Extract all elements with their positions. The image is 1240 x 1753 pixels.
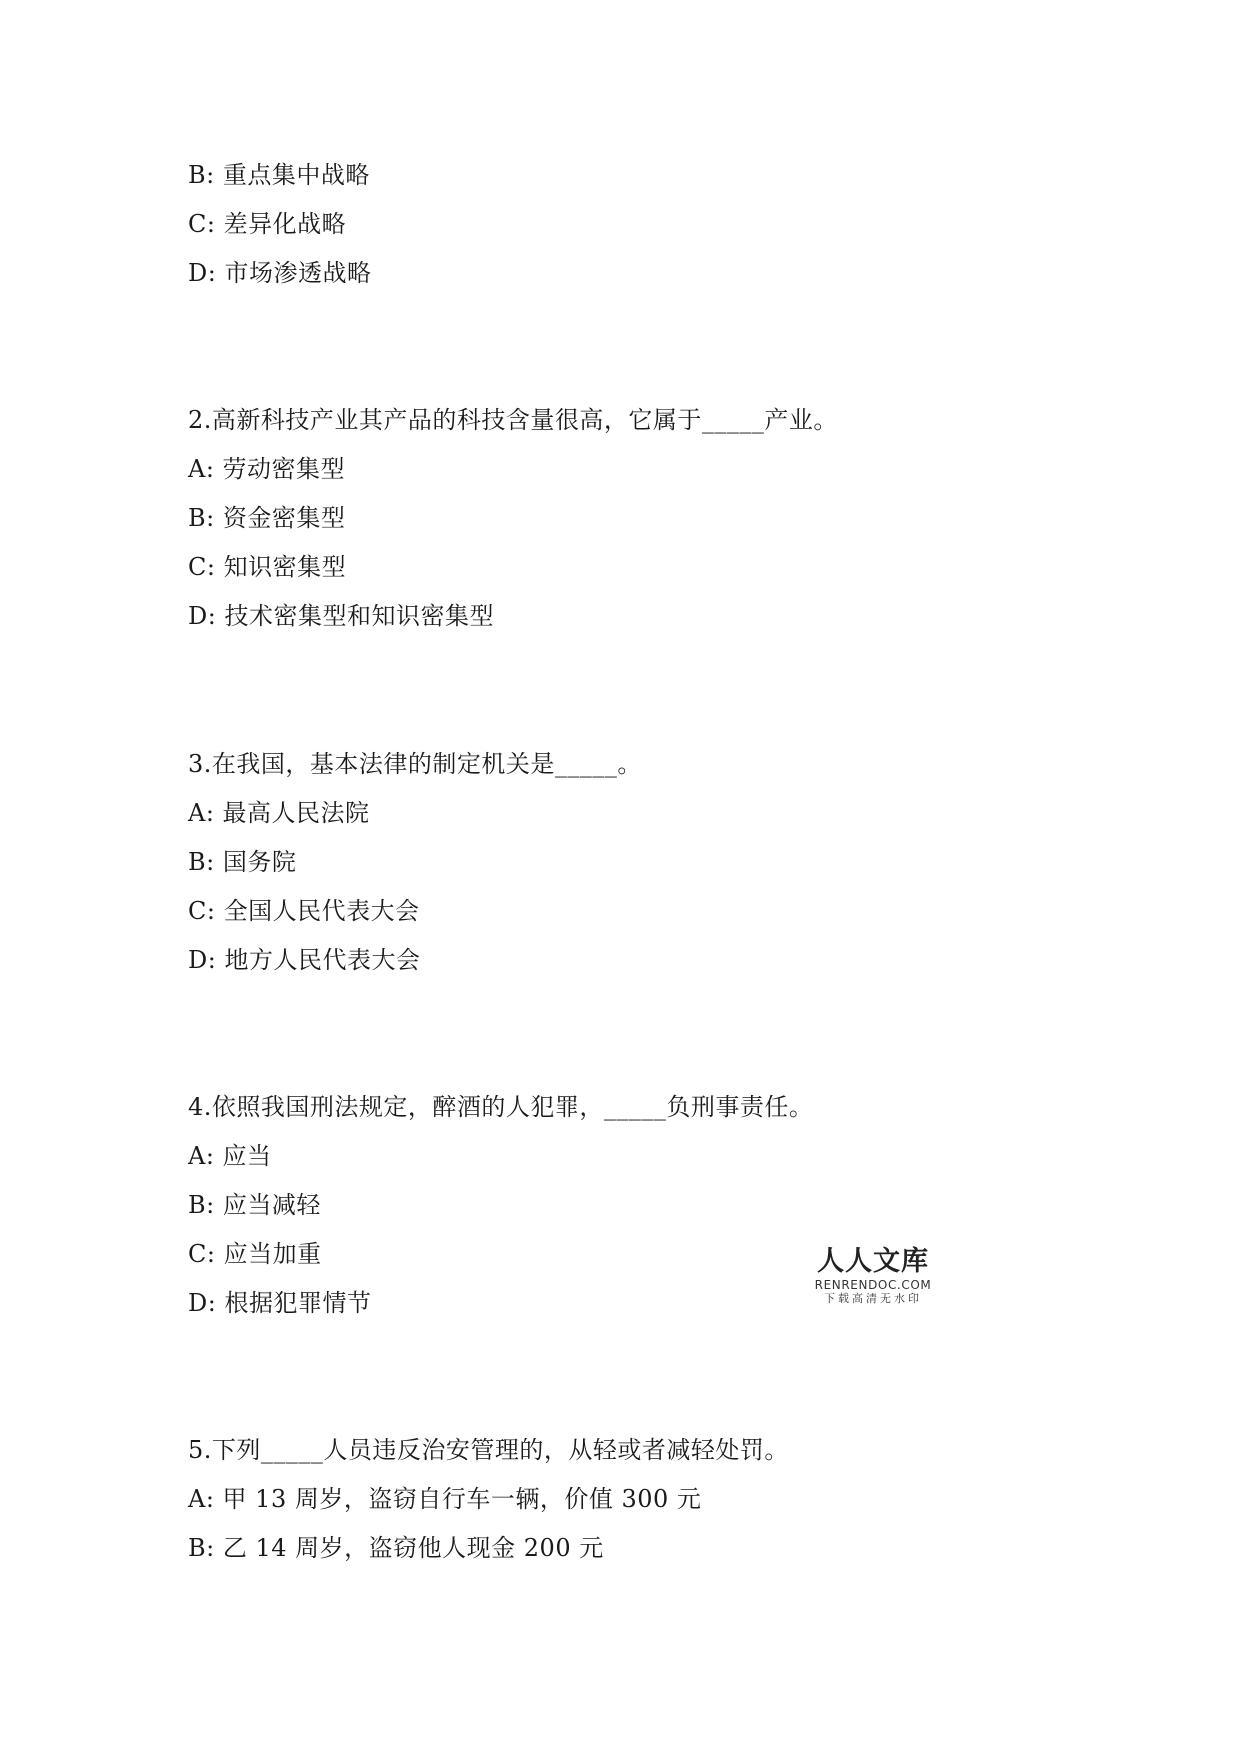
watermark-note: 下载高清无水印 (824, 1292, 922, 1305)
option-q2-c: C: 知识密集型 (188, 553, 347, 581)
question-2-stem: 2.高新科技产业其产品的科技含量很高，它属于_____产业。 (188, 406, 838, 434)
option-q3-a: A: 最高人民法院 (188, 799, 370, 827)
option-q1-b: B: 重点集中战略 (188, 161, 370, 189)
watermark-title: 人人文库 (817, 1246, 929, 1277)
option-q5-b: B: 乙 14 周岁，盗窃他人现金 200 元 (188, 1534, 604, 1562)
option-q4-c: C: 应当加重 (188, 1240, 322, 1268)
option-q4-d: D: 根据犯罪情节 (188, 1289, 372, 1317)
option-q3-c: C: 全国人民代表大会 (188, 897, 420, 925)
option-q2-d: D: 技术密集型和知识密集型 (188, 602, 494, 630)
option-q1-c: C: 差异化战略 (188, 210, 347, 238)
option-q2-a: A: 劳动密集型 (188, 455, 346, 483)
question-4-stem: 4.依照我国刑法规定，醉酒的人犯罪，_____负刑事责任。 (188, 1093, 814, 1121)
option-q1-d: D: 市场渗透战略 (188, 259, 372, 287)
question-5-stem: 5.下列_____人员违反治安管理的，从轻或者减轻处罚。 (188, 1436, 789, 1464)
option-q3-d: D: 地方人民代表大会 (188, 946, 421, 974)
watermark-site: RENRENDOC.COM (814, 1278, 932, 1292)
option-q2-b: B: 资金密集型 (188, 504, 346, 532)
option-q4-a: A: 应当 (188, 1142, 272, 1170)
watermark-logo (808, 1246, 938, 1306)
option-q4-b: B: 应当减轻 (188, 1191, 321, 1219)
option-q3-b: B: 国务院 (188, 848, 297, 876)
question-3-stem: 3.在我国，基本法律的制定机关是_____。 (188, 750, 642, 778)
option-q5-a: A: 甲 13 周岁，盗窃自行车一辆，价值 300 元 (188, 1485, 702, 1513)
